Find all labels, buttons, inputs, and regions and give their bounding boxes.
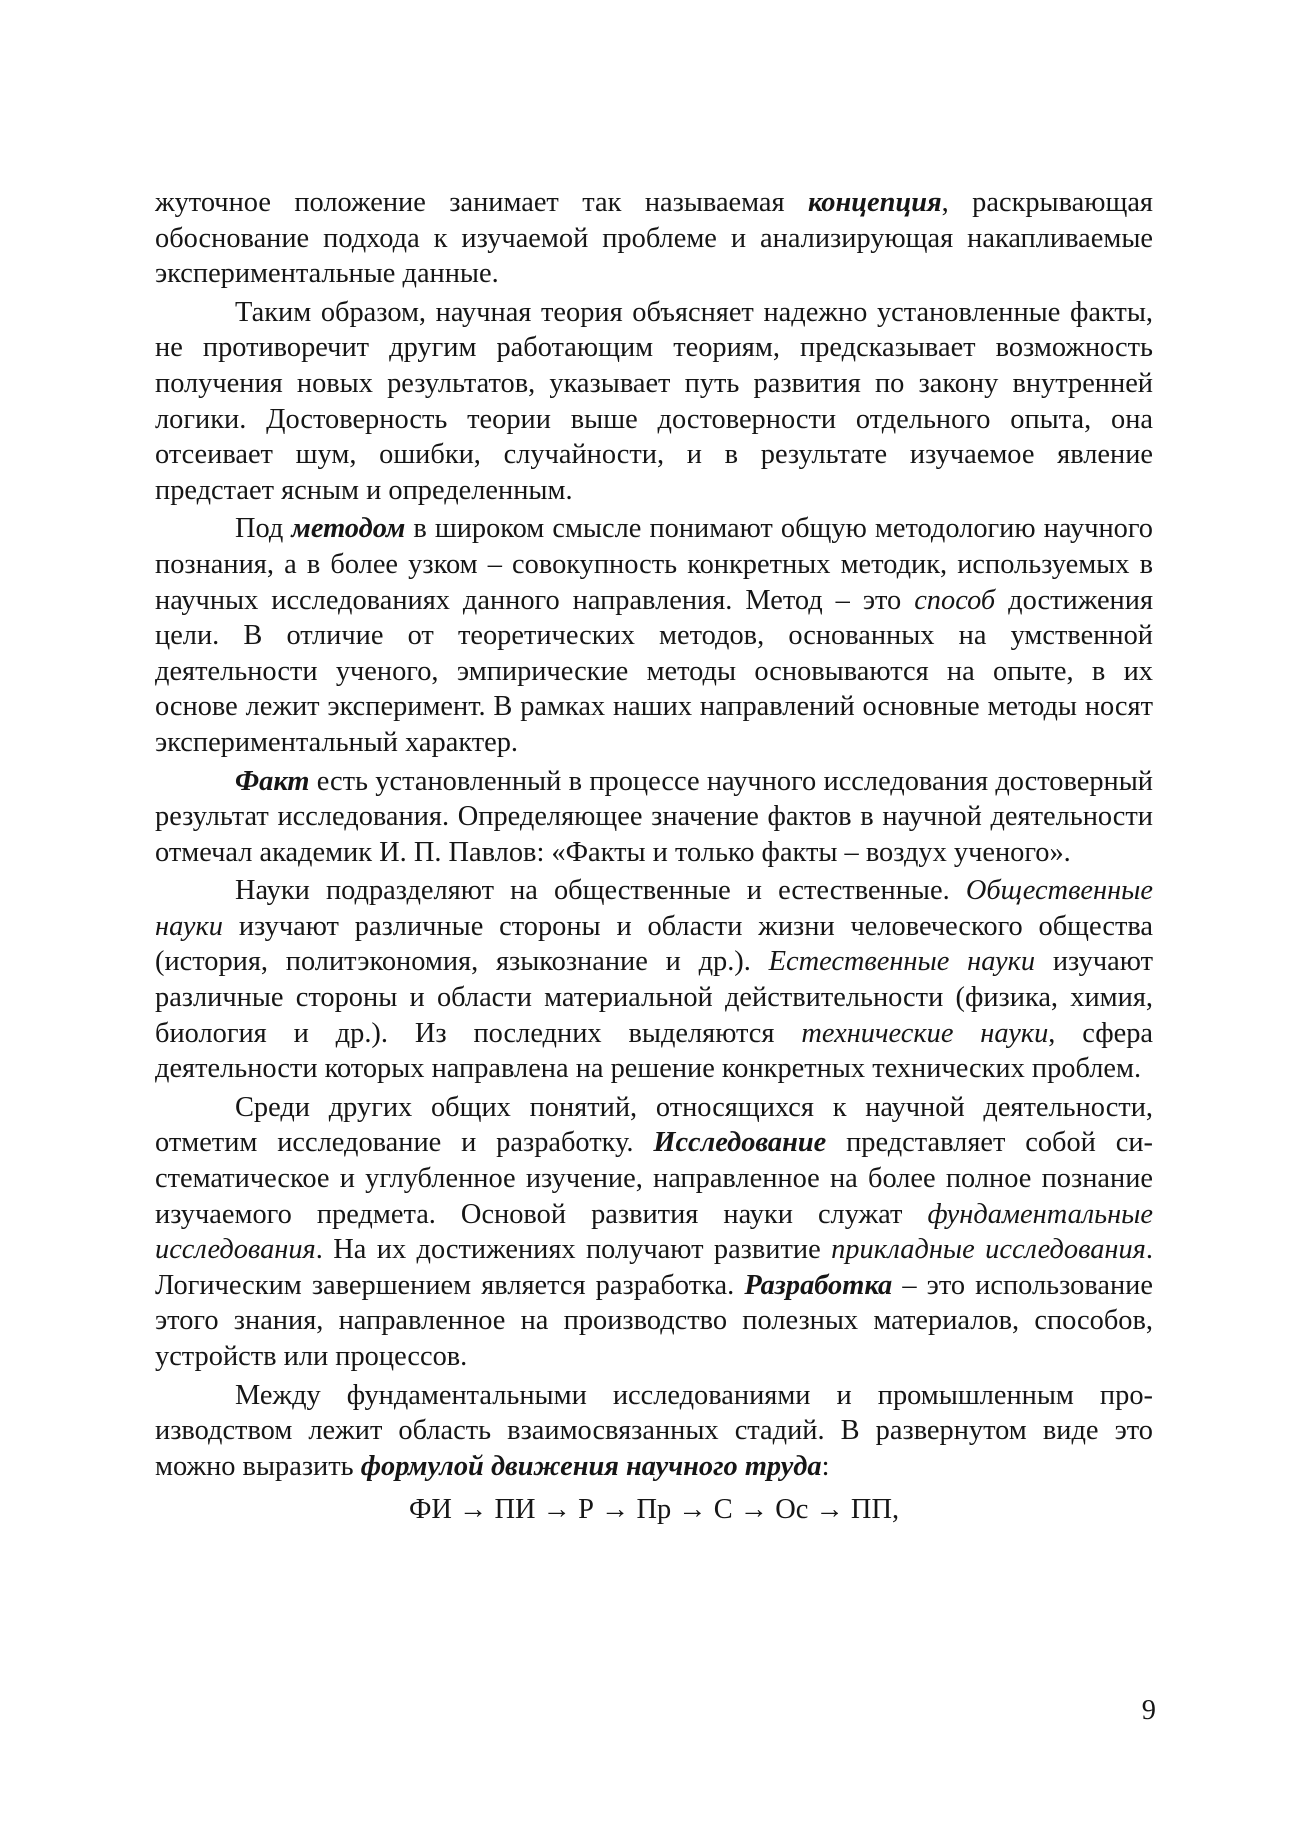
text-run: Среди других общих понятий, относящихся к научной деятельности, отметим исследование и разработку. <box>155 1091 1153 1159</box>
paragraph <box>155 185 1153 292</box>
paragraph <box>155 1090 1153 1375</box>
term: Факт <box>235 765 310 797</box>
emphasis: Естественные науки <box>768 946 1036 978</box>
text-run: , сфера деятельности которых направлена на решение конкретных технических проблем. <box>155 1017 1154 1085</box>
text-run: Под <box>235 513 292 545</box>
paragraph <box>155 295 1153 509</box>
text-run: Науки подразделяют на общественные и естественные. <box>235 875 966 907</box>
term: Разработка <box>744 1269 893 1301</box>
text-run: достижения цели. В отличие от теоретических методов, основанных на умственной деятельности ученого, эмпирические методы основываются на опыте, в их основе лежит эксперимент. В рамках наших направлений основные методы носят экспериментальный характер. <box>155 584 1154 758</box>
text-run: – это использование этого знания, направленное на производство полезных материалов, способов, устройств или процессов. <box>155 1269 1153 1372</box>
text-run: изучают различные стороны и области материальной действительности (физика, химия, биология и др.). Из последних выделяются <box>155 946 1153 1049</box>
text-run: : <box>821 1450 830 1482</box>
paragraph <box>155 1378 1153 1485</box>
text-run: жуточное положение занимает так называемая <box>155 187 808 218</box>
text-run: представляет собой систематическое и углубленное изучение, направленное на более полное познание изучаемого предмета. Основой развития науки служат <box>155 1127 1154 1230</box>
text-run: Таким образом, научная теория объясняет надежно установленные факты, не противоречит другим работающим теориям, предсказывает возможность получения новых результатов, указывает путь развития по закону внутренней логики. Достоверность теории выше достоверности отдельного опыта, она отсеивает шум, ошибки, случайности, и в результате изучаемое явление предстает ясным и определенным. <box>155 296 1153 506</box>
text-run: есть установленный в процессе научного исследования достоверный результат исследования. Определяющее значение фактов в научной деятельности отмечал академик И. П. Павлов: «Факты и только факты – воздух ученого». <box>155 765 1153 868</box>
emphasis: Общественные науки <box>155 875 1153 942</box>
text-run: ФИ → ПИ → Р → Пр → С → Ос → ПП, <box>408 1494 900 1526</box>
term: методом <box>291 513 406 545</box>
term: формулой движения научного труда <box>360 1450 822 1482</box>
text-run: . Логическим завершением является разработка. <box>155 1234 1153 1301</box>
term: Исследование <box>653 1127 827 1159</box>
page-body <box>155 185 1153 1531</box>
emphasis: способ <box>914 584 996 616</box>
emphasis: фундаментальные исследования <box>155 1198 1153 1266</box>
text-run: , раскрывающая обоснование подхода к изучаемой проблеме и анализирующая накапливаемые экспериментальные данные. <box>155 187 1153 290</box>
page-number: 9 <box>1141 1695 1156 1726</box>
text-run: . На их достижениях получают развитие <box>315 1234 832 1266</box>
text-run: изучают различные стороны и области жизни человеческого общества (история, политэкономия, языкознание и др.). <box>155 910 1153 978</box>
formula <box>155 1492 1153 1528</box>
paragraph <box>155 764 1153 871</box>
emphasis: технические науки <box>801 1017 1049 1049</box>
emphasis: прикладные исследования <box>831 1234 1146 1266</box>
text-run: Между фундаментальными исследованиями и промышленным производством лежит область взаимосвязанных стадий. В развернутом виде это можно выразить <box>155 1379 1153 1482</box>
paragraph <box>155 511 1153 760</box>
term: концепция <box>808 187 942 218</box>
text-run: в широком смысле понимают общую методологию научного познания, а в более узком – совокупность конкретных методик, используемых в научных исследованиях данного направления. Метод – это <box>155 513 1153 616</box>
paragraph <box>155 873 1153 1087</box>
